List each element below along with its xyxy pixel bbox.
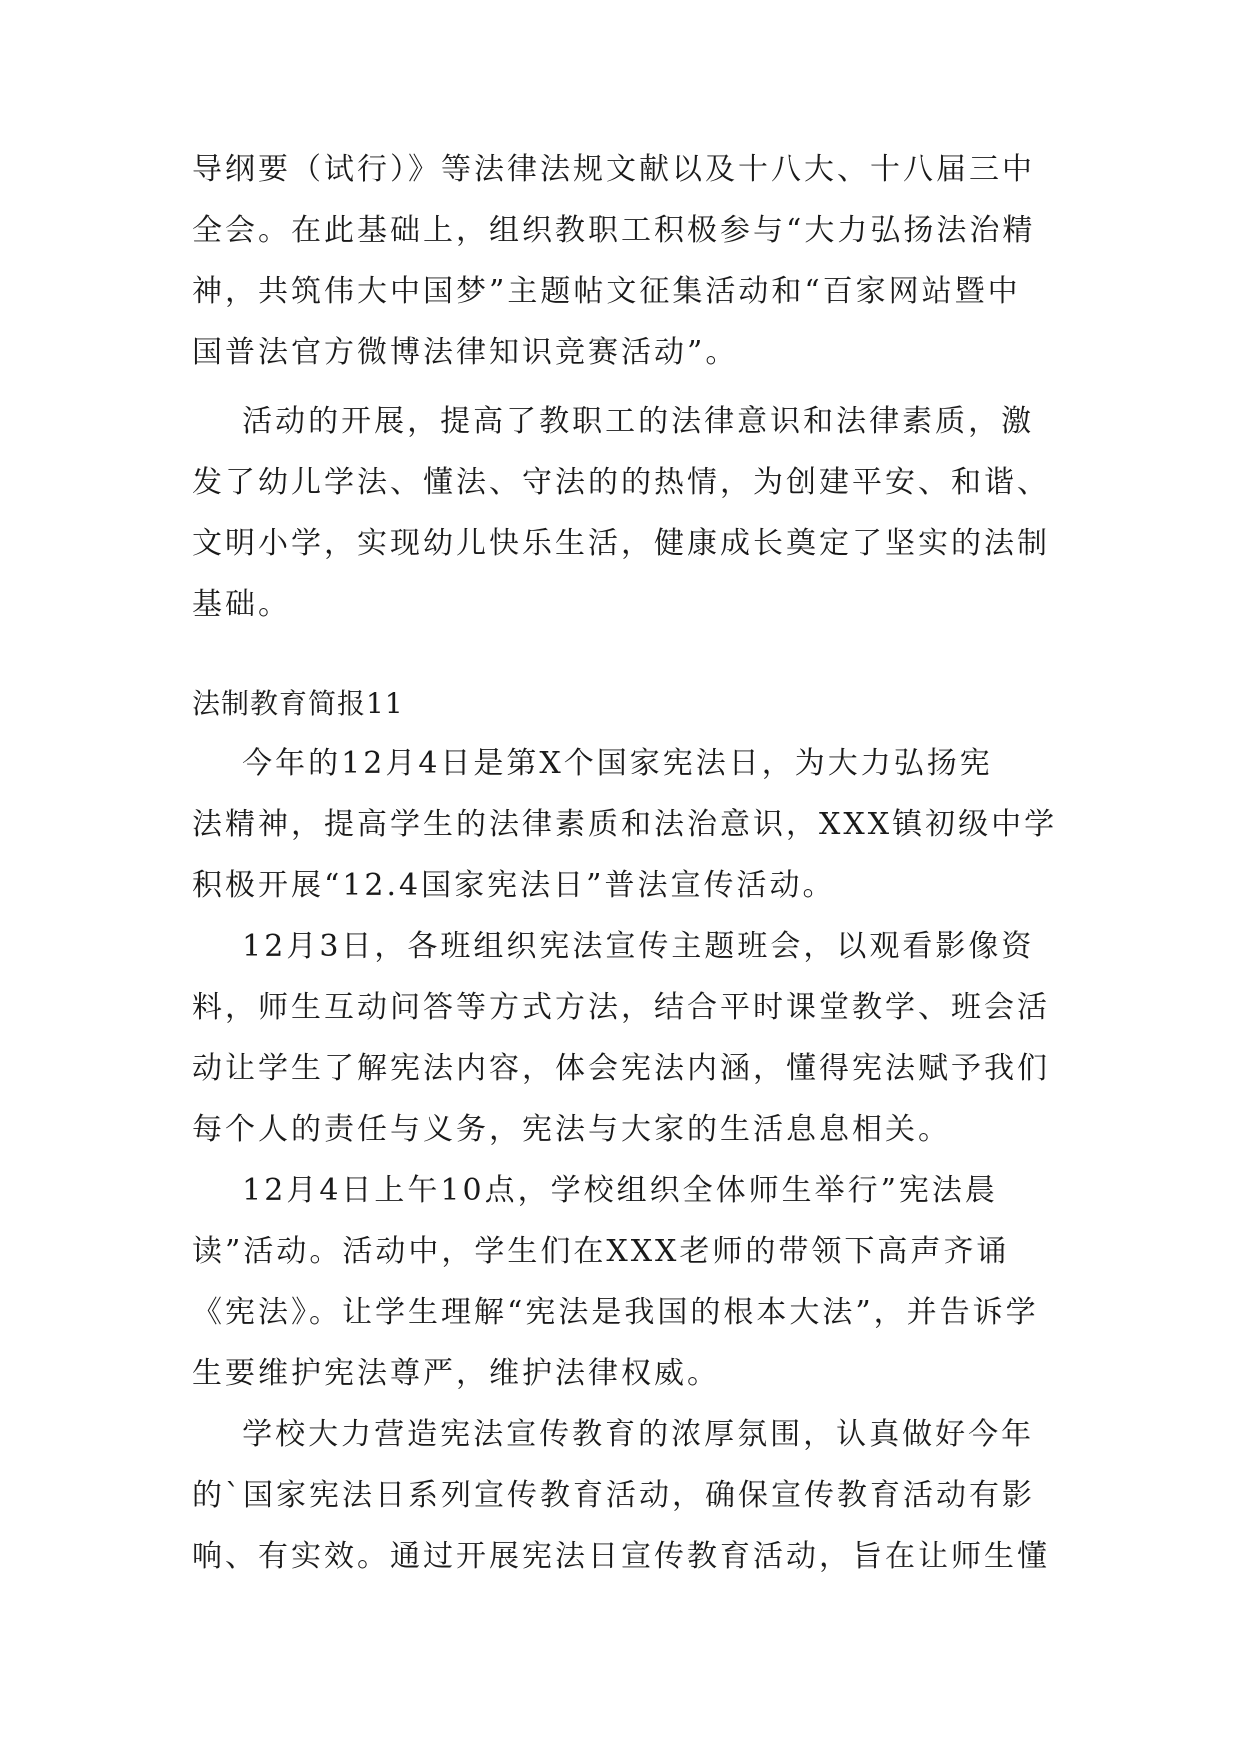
text-line: 今年的12月4日是第X个国家宪法日，为大力弘扬宪 bbox=[192, 746, 993, 781]
text-line: 神，共筑伟大中国梦”主题帖文征集活动和“百家网站暨中 bbox=[192, 274, 1021, 309]
text-line: 法精神，提高学生的法律素质和法治意识，XXX镇初级中学 bbox=[192, 807, 1058, 842]
paragraph-continued bbox=[192, 139, 1052, 383]
text-line: 全会。在此基础上，组织教职工积极参与“大力弘扬法治精 bbox=[192, 213, 1036, 248]
text-line: 学校大力营造宪法宣传教育的浓厚氛围，认真做好今年 bbox=[192, 1417, 1035, 1452]
text-line: 活动的开展，提高了教职工的法律意识和法律素质，激 bbox=[192, 404, 1035, 439]
text-line: 12月3日，各班组织宪法宣传主题班会，以观看影像资 bbox=[192, 929, 1035, 964]
text-line: 文明小学，实现幼儿快乐生活，健康成长奠定了坚实的法制 bbox=[192, 526, 1050, 561]
text-line: 国普法官方微博法律知识竞赛活动”。 bbox=[192, 335, 739, 370]
text-line: 12月4日上午10点，学校组织全体师生举行”宪法晨 bbox=[192, 1173, 998, 1208]
text-line: 《宪法》。让学生理解“宪法是我国的根本大法”，并告诉学 bbox=[192, 1295, 1039, 1330]
text-line: 的`国家宪法日系列宣传教育活动，确保宣传教育活动有影 bbox=[192, 1478, 1035, 1513]
text-line: 生要维护宪法尊严，维护法律权威。 bbox=[192, 1356, 720, 1391]
text-line: 动让学生了解宪法内容，体会宪法内涵，懂得宪法赋予我们 bbox=[192, 1051, 1050, 1086]
text-line: 基础。 bbox=[192, 587, 291, 622]
text-line: 每个人的责任与义务，宪法与大家的生活息息相关。 bbox=[192, 1112, 951, 1147]
text-line: 料，师生互动问答等方式方法，结合平时课堂教学、班会活 bbox=[192, 990, 1050, 1025]
paragraph-school bbox=[192, 1404, 1052, 1587]
text-line: 读”活动。活动中，学生们在XXX老师的带领下高声齐诵 bbox=[192, 1234, 1010, 1269]
paragraph-dec3 bbox=[192, 916, 1052, 1160]
section-title: 法制教育简报11 bbox=[192, 687, 404, 720]
paragraph-dec4 bbox=[192, 1160, 1052, 1404]
text-line: 积极开展“12.4国家宪法日”普法宣传活动。 bbox=[192, 868, 836, 903]
paragraph-result bbox=[192, 391, 1052, 635]
text-line: 响、有实效。通过开展宪法日宣传教育活动，旨在让师生懂 bbox=[192, 1539, 1050, 1574]
paragraph-intro bbox=[192, 733, 1058, 916]
text-line: 发了幼儿学法、懂法、守法的的热情，为创建平安、和谐、 bbox=[192, 465, 1050, 500]
text-line: 导纲要（试行）》等法律法规文献以及十八大、十八届三中 bbox=[192, 152, 1035, 187]
